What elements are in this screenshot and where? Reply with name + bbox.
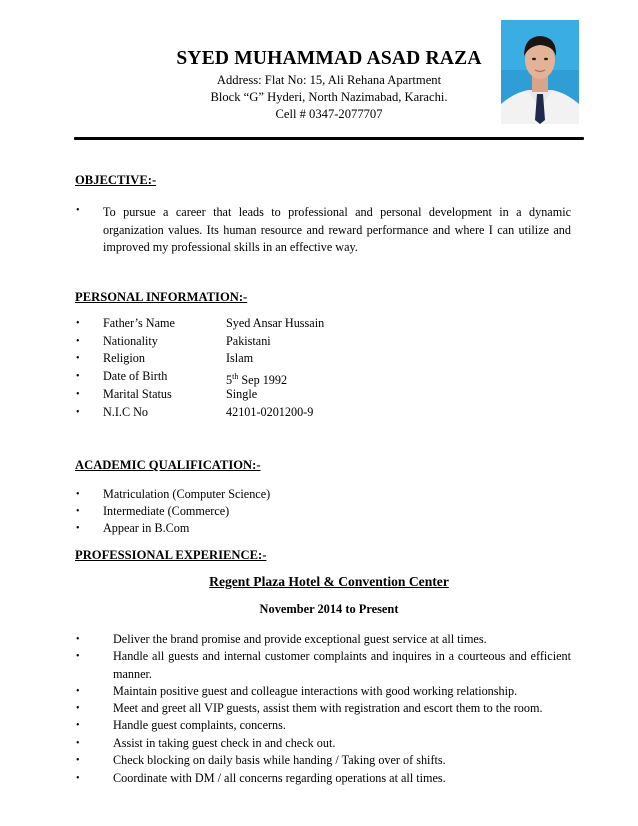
cell-number: Cell # 0347-2077707 <box>275 107 383 121</box>
duty-item: Check blocking on daily basis while handing / Taking over of shifts. <box>113 753 446 767</box>
info-label-marital: Marital Status <box>103 387 172 401</box>
candidate-name: SYED MUHAMMAD ASAD RAZA <box>176 48 482 69</box>
duty-item: Deliver the brand promise and provide exceptional guest service at all times. <box>113 632 487 646</box>
bullet-icon: • <box>76 686 80 697</box>
bullet-icon: • <box>76 318 80 329</box>
bullet-icon: • <box>76 205 80 216</box>
company-name: Regent Plaza Hotel & Convention Center <box>209 574 449 589</box>
bullet-icon: • <box>76 523 80 534</box>
personal-info-heading: PERSONAL INFORMATION:- <box>75 290 248 304</box>
academic-item: Intermediate (Commerce) <box>103 504 230 518</box>
bullet-icon: • <box>76 371 80 382</box>
objective-text: To pursue a career that leads to professional and personal development in a dynamic organization values. Its human resource and reward performance and where I can utilize and improved my professional skills in an effective way. <box>103 205 571 254</box>
objective-heading: OBJECTIVE:- <box>75 173 157 187</box>
info-label-nationality: Nationality <box>103 334 158 348</box>
duty-item: Meet and greet all VIP guests, assist them with registration and escort them to the room. <box>113 701 543 715</box>
info-value-father: Syed Ansar Hussain <box>226 316 325 330</box>
duty-item: Handle all guests and internal customer complaints and inquires in a courteous and efficient manner. <box>113 649 571 681</box>
header-divider <box>74 137 584 140</box>
bullet-icon: • <box>76 738 80 749</box>
info-label-dob: Date of Birth <box>103 369 168 383</box>
address-line-2: Block “G” Hyderi, North Nazimabad, Karachi. <box>210 90 448 104</box>
bullet-icon: • <box>76 506 80 517</box>
duty-item: Coordinate with DM / all concerns regarding operations at all times. <box>113 771 446 785</box>
academic-heading: ACADEMIC QUALIFICATION:- <box>75 458 261 472</box>
bullet-icon: • <box>76 389 80 400</box>
info-value-religion: Islam <box>226 351 254 365</box>
academic-item: Appear in B.Com <box>103 521 190 535</box>
duty-item: Handle guest complaints, concerns. <box>113 718 286 732</box>
bullet-icon: • <box>76 773 80 784</box>
profile-photo <box>501 20 579 124</box>
experience-heading: PROFESSIONAL EXPERIENCE:- <box>75 548 267 562</box>
info-value-nic: 42101-0201200-9 <box>226 405 314 419</box>
info-value-nationality: Pakistani <box>226 334 271 348</box>
employment-period: November 2014 to Present <box>259 602 399 616</box>
bullet-icon: • <box>76 755 80 766</box>
duty-item: Maintain positive guest and colleague interactions with good working relationship. <box>113 684 518 698</box>
bullet-icon: • <box>76 353 80 364</box>
bullet-icon: • <box>76 336 80 347</box>
academic-item: Matriculation (Computer Science) <box>103 487 271 501</box>
bullet-icon: • <box>76 634 80 645</box>
address-line-1: Address: Flat No: 15, Ali Rehana Apartment <box>216 73 442 87</box>
bullet-icon: • <box>76 703 80 714</box>
duty-item: Assist in taking guest check in and check out. <box>113 736 336 750</box>
bullet-icon: • <box>76 651 80 662</box>
info-label-religion: Religion <box>103 351 145 365</box>
bullet-icon: • <box>76 407 80 418</box>
bullet-icon: • <box>76 489 80 500</box>
info-value-dob: 5th Sep 1992 <box>226 372 288 388</box>
info-label-nic: N.I.C No <box>103 405 149 419</box>
info-label-father: Father’s Name <box>103 316 175 330</box>
info-value-marital: Single <box>226 387 258 401</box>
bullet-icon: • <box>76 720 80 731</box>
